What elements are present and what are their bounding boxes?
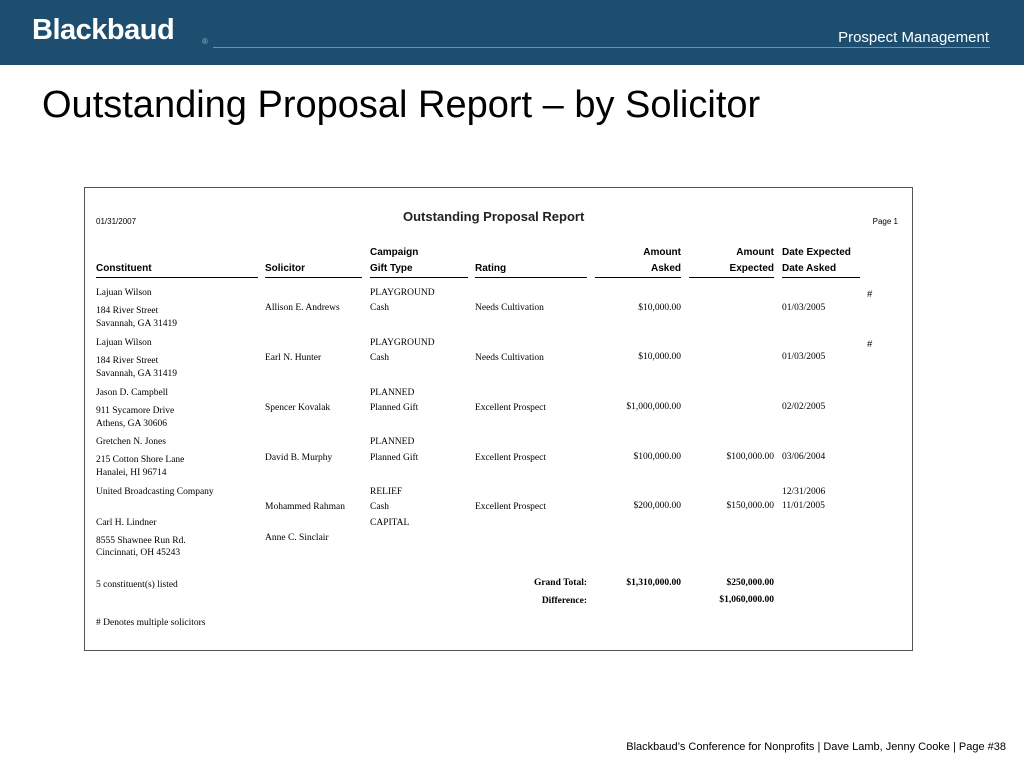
constituent-address: 184 River Street xyxy=(96,306,159,316)
col-date-asked: Date Asked xyxy=(782,263,837,274)
col-amount-asked: Asked xyxy=(650,263,681,274)
grand-total-asked: $1,310,000.00 xyxy=(626,578,681,588)
rating: Needs Cultivation xyxy=(475,353,544,363)
rating: Excellent Prospect xyxy=(475,502,546,512)
campaign: PLANNED xyxy=(370,437,415,447)
constituent-address: 215 Cotton Shore Lane xyxy=(96,455,185,465)
constituent-address: 184 River Street xyxy=(96,356,159,366)
difference-value: $1,060,000.00 xyxy=(719,595,774,605)
solicitor-name: Allison E. Andrews xyxy=(265,303,340,313)
header-band xyxy=(0,0,1024,65)
report-date: 01/31/2007 xyxy=(96,217,137,226)
solicitor-name: Spencer Kovalak xyxy=(265,403,331,413)
amount-asked: $10,000.00 xyxy=(638,303,681,313)
grand-total-label: Grand Total: xyxy=(533,578,587,588)
constituent-city: Cincinnati, OH 45243 xyxy=(96,548,181,558)
constituent-name: Lajuan Wilson xyxy=(96,338,152,348)
col-gift-type: Gift Type xyxy=(370,263,413,274)
difference-label: Difference: xyxy=(541,596,587,606)
date-asked: 03/06/2004 xyxy=(782,452,826,462)
rating: Excellent Prospect xyxy=(475,453,546,463)
amount-expected: $150,000.00 xyxy=(726,501,774,511)
header-divider xyxy=(213,47,990,48)
report-page-number: Page 1 xyxy=(872,217,898,226)
amount-asked: $100,000.00 xyxy=(633,452,681,462)
gift-type: Cash xyxy=(370,502,389,512)
col-solicitor: Solicitor xyxy=(265,263,306,274)
amount-expected: $100,000.00 xyxy=(726,452,774,462)
col-campaign: Campaign xyxy=(370,247,419,258)
header-underline xyxy=(689,277,774,278)
amount-asked: $10,000.00 xyxy=(638,352,681,362)
date-asked: 01/03/2005 xyxy=(782,352,826,362)
solicitor-name: Mohammed Rahman xyxy=(265,502,345,512)
constituent-address: 8555 Shawnee Run Rd. xyxy=(96,536,186,546)
grand-total-expected: $250,000.00 xyxy=(726,578,774,588)
report-page xyxy=(84,187,913,651)
date-expected: 12/31/2006 xyxy=(782,487,826,497)
slide-footer: Blackbaud’s Conference for Nonprofits | Dave Lamb, Jenny Cooke | Page #38 xyxy=(626,741,1006,753)
header-underline xyxy=(595,277,681,278)
campaign: PLAYGROUND xyxy=(370,288,435,298)
multi-solicitor-mark: # xyxy=(867,289,873,300)
rating: Excellent Prospect xyxy=(475,403,546,413)
amount-asked: $1,000,000.00 xyxy=(626,402,681,412)
gift-type: Planned Gift xyxy=(370,403,419,413)
header-underline xyxy=(475,277,587,278)
date-asked: 11/01/2005 xyxy=(782,501,825,511)
col-rating: Rating xyxy=(475,263,507,274)
amount-asked: $200,000.00 xyxy=(633,501,681,511)
header-underline xyxy=(370,277,468,278)
col-amount-asked-top: Amount xyxy=(643,247,681,258)
footnote: # Denotes multiple solicitors xyxy=(96,618,206,628)
constituent-name: Jason D. Campbell xyxy=(96,388,169,398)
gift-type: Cash xyxy=(370,353,389,363)
constituent-name: United Broadcasting Company xyxy=(96,487,214,497)
col-constituent: Constituent xyxy=(96,263,152,274)
registered-mark: ® xyxy=(202,37,208,46)
blackbaud-logo: Blackbaud xyxy=(32,14,175,46)
gift-type: Planned Gift xyxy=(370,453,419,463)
slide-title: Outstanding Proposal Report – by Solicitor xyxy=(42,84,761,126)
date-asked: 02/02/2005 xyxy=(782,402,826,412)
header-underline xyxy=(782,277,860,278)
report-title: Outstanding Proposal Report xyxy=(403,209,585,224)
gift-type: Cash xyxy=(370,303,389,313)
constituent-city: Savannah, GA 31419 xyxy=(96,319,178,329)
campaign: PLANNED xyxy=(370,388,415,398)
col-amount-expected-top: Amount xyxy=(736,247,774,258)
header-underline xyxy=(265,277,362,278)
header-underline xyxy=(96,277,258,278)
rating: Needs Cultivation xyxy=(475,303,544,313)
campaign: RELIEF xyxy=(370,487,403,497)
constituent-name: Carl H. Lindner xyxy=(96,518,157,528)
constituent-city: Hanalei, HI 96714 xyxy=(96,468,167,478)
section-title: Prospect Management xyxy=(838,29,989,46)
date-asked: 01/03/2005 xyxy=(782,303,826,313)
constituent-city: Athens, GA 30606 xyxy=(96,419,167,429)
constituent-city: Savannah, GA 31419 xyxy=(96,369,178,379)
constituent-count: 5 constituent(s) listed xyxy=(96,580,178,590)
constituent-name: Gretchen N. Jones xyxy=(96,437,166,447)
multi-solicitor-mark: # xyxy=(867,339,873,350)
solicitor-name: David B. Murphy xyxy=(265,453,333,463)
col-date-expected: Date Expected xyxy=(782,247,851,258)
col-amount-expected: Expected xyxy=(729,263,774,274)
constituent-address: 911 Sycamore Drive xyxy=(96,406,175,416)
campaign: PLAYGROUND xyxy=(370,338,435,348)
constituent-name: Lajuan Wilson xyxy=(96,288,152,298)
campaign: CAPITAL xyxy=(370,518,410,528)
solicitor-name: Anne C. Sinclair xyxy=(265,533,329,543)
solicitor-name: Earl N. Hunter xyxy=(265,353,322,363)
